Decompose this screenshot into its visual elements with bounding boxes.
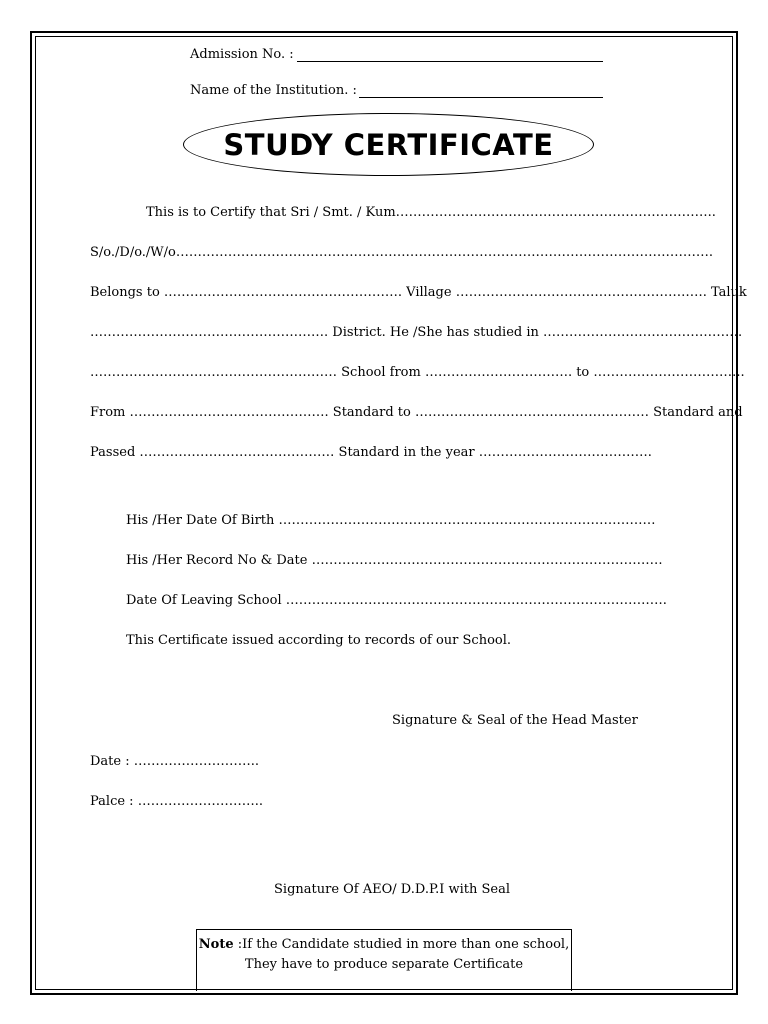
belongs-village-taluk-line: Belongs to ………………………………………………. Village …………………………………………………. Taluk: [90, 285, 747, 300]
note-box: [196, 929, 572, 991]
note-text-1: :If the Candidate studied in more than one school,: [237, 937, 570, 952]
date-of-leaving-line: Date Of Leaving School …………………………………………………………………………….: [126, 593, 667, 608]
record-no-date-line: His /Her Record No & Date ………………………………………………………………………: [126, 553, 663, 568]
district-studied-line: ………………………………………………. District. He /She has studied in ……………………………………….: [90, 325, 743, 340]
standard-from-to-line: From ………………………………………. Standard to ……………………………………………… Standard and: [90, 405, 743, 420]
place-field: Palce : ………………………..: [90, 794, 263, 809]
school-from-to-line: ………………………………………………… School from ……………………………. to ……………………………..: [90, 365, 745, 380]
admission-no-label: Admission No. :: [190, 47, 294, 62]
note-label: Note: [198, 937, 234, 952]
aeo-signature: Signature Of AEO/ D.D.P.I with Seal: [274, 882, 511, 897]
issued-according-line: This Certificate issued according to records of our School.: [126, 633, 512, 648]
date-of-birth-line: His /Her Date Of Birth ……………………………………………………………………………: [126, 513, 656, 528]
note-line-2: They have to produce separate Certificate: [244, 957, 524, 972]
parent-line: S/o./D/o./W/o…………………………………………………………………………………………………………….: [90, 245, 714, 260]
passed-standard-year-line: Passed ……………………………………… Standard in the year ………………………………….: [90, 445, 652, 460]
certificate-title: STUDY CERTIFICATE: [223, 127, 554, 162]
date-field: Date : ………………………..: [90, 754, 259, 769]
note-line-1: [197, 935, 571, 955]
certify-line: This is to Certify that Sri / Smt. / Kum………………………………………………………………..: [146, 205, 716, 220]
institution-name-line: [359, 97, 603, 98]
institution-name-label: Name of the Institution. :: [190, 83, 357, 98]
head-master-signature: Signature & Seal of the Head Master: [392, 713, 638, 728]
admission-no-line: [297, 61, 603, 62]
